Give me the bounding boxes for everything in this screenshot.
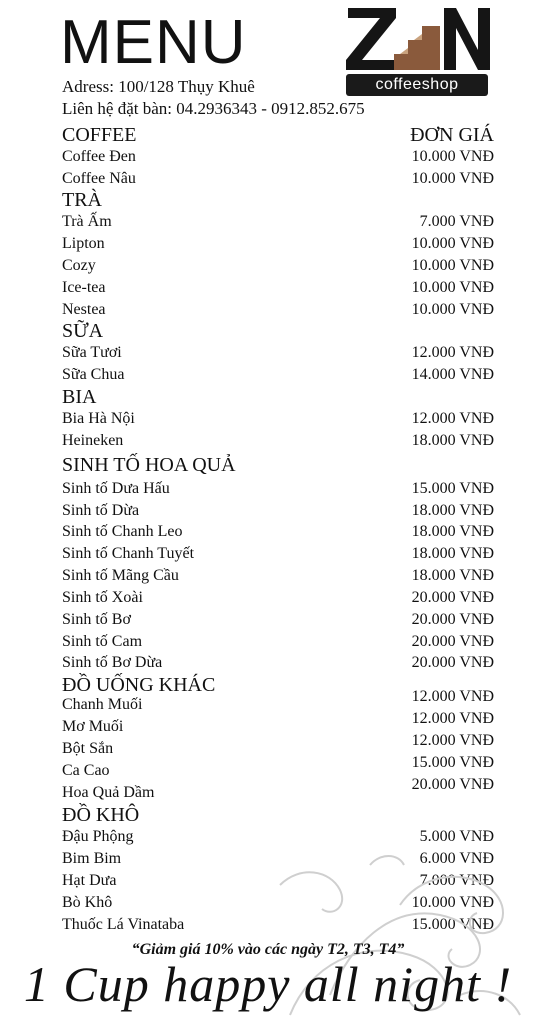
category-name: TRÀ <box>62 189 102 211</box>
menu-item <box>62 277 494 299</box>
item-name: Sinh tố Dừa <box>62 502 140 519</box>
item-price: 10.000 VNĐ <box>411 894 494 911</box>
menu-item <box>62 478 494 500</box>
price-column-header: ĐƠN GIÁ <box>410 124 494 146</box>
menu-item <box>62 299 494 321</box>
item-price: 18.000 VNĐ <box>411 432 494 449</box>
menu-item <box>62 408 494 430</box>
item-price: 12.000 VNĐ <box>411 710 494 727</box>
item-price: 7.000 VNĐ <box>419 213 494 230</box>
item-price: 18.000 VNĐ <box>411 523 494 540</box>
item-name: Bim Bim <box>62 850 122 867</box>
menu-item <box>62 168 494 190</box>
item-price: 20.000 VNĐ <box>411 654 494 671</box>
item-name: Cozy <box>62 257 96 274</box>
menu-item <box>62 146 494 168</box>
category-header <box>62 386 494 408</box>
menu-item <box>62 543 494 565</box>
item-price: 18.000 VNĐ <box>411 545 494 562</box>
item-name: Đậu Phộng <box>62 828 134 845</box>
menu-item <box>62 565 494 587</box>
item-price: 14.000 VNĐ <box>411 366 494 383</box>
item-price: 20.000 VNĐ <box>411 611 494 628</box>
item-name: Sinh tố Bơ <box>62 611 131 628</box>
item-name: Hoa Quả Dầm <box>62 784 155 801</box>
category-name: ĐỒ KHÔ <box>62 804 140 826</box>
item-price: 15.000 VNĐ <box>411 754 494 771</box>
item-name: Coffee Nâu <box>62 170 136 187</box>
menu-item <box>62 609 494 631</box>
menu-item <box>62 631 494 653</box>
item-price: 10.000 VNĐ <box>411 148 494 165</box>
item-name: Hạt Dưa <box>62 872 117 889</box>
category-header <box>62 124 494 146</box>
menu-item <box>62 776 494 804</box>
item-name: Sinh tố Cam <box>62 633 143 650</box>
item-price: 15.000 VNĐ <box>411 916 494 933</box>
item-name: Sữa Chua <box>62 366 125 383</box>
item-price: 18.000 VNĐ <box>411 567 494 584</box>
item-price: 6.000 VNĐ <box>419 850 494 867</box>
zen-logo <box>344 4 492 98</box>
menu-title: MENU <box>60 8 247 77</box>
menu-item <box>62 500 494 522</box>
item-price: 10.000 VNĐ <box>411 301 494 318</box>
item-price: 10.000 VNĐ <box>411 170 494 187</box>
category-name: ĐỒ UỐNG KHÁC <box>62 674 216 696</box>
menu-item <box>62 255 494 277</box>
item-name: Sinh tố Xoài <box>62 589 143 606</box>
category-name: SỮA <box>62 320 104 342</box>
item-price: 20.000 VNĐ <box>411 589 494 606</box>
category-name: SINH TỐ HOA QUẢ <box>62 454 236 476</box>
zen-logo-mark <box>344 4 492 72</box>
menu-item <box>62 587 494 609</box>
slogan: 1 Cup happy all night ! <box>23 956 513 1012</box>
item-name: Sinh tố Dưa Hấu <box>62 480 170 497</box>
item-price: 20.000 VNĐ <box>411 776 494 793</box>
contact-phone: Liên hệ đặt bàn: 04.2936343 - 0912.852.675 <box>62 99 365 118</box>
item-price: 10.000 VNĐ <box>411 279 494 296</box>
category-header <box>62 804 494 826</box>
item-name: Lipton <box>62 235 105 252</box>
item-name: Trà Ấm <box>62 213 112 230</box>
item-name: Ca Cao <box>62 762 110 779</box>
item-price: 7.000 VNĐ <box>419 872 494 889</box>
item-name: Coffee Đen <box>62 148 136 165</box>
item-price: 12.000 VNĐ <box>411 688 494 705</box>
address: Adress: 100/128 Thụy Khuê <box>62 77 255 96</box>
menu-item <box>62 521 494 543</box>
item-name: Sinh tố Mãng Cầu <box>62 567 179 584</box>
menu-item <box>62 430 494 452</box>
category-header <box>62 320 494 342</box>
item-name: Chanh Muối <box>62 696 143 713</box>
menu-item <box>62 211 494 233</box>
item-price: 12.000 VNĐ <box>411 344 494 361</box>
menu-item <box>62 233 494 255</box>
menu-item <box>62 652 494 674</box>
item-price: 15.000 VNĐ <box>411 480 494 497</box>
logo-tagline: coffeeshop <box>346 74 488 96</box>
menu-item <box>62 342 494 364</box>
category-name: BIA <box>62 386 97 408</box>
item-name: Sinh tố Bơ Dừa <box>62 654 163 671</box>
item-name: Bia Hà Nội <box>62 410 135 427</box>
item-name: Mơ Muối <box>62 718 124 735</box>
category-name: COFFEE <box>62 124 137 146</box>
item-name: Sữa Tươi <box>62 344 122 361</box>
item-price: 18.000 VNĐ <box>411 502 494 519</box>
item-name: Sinh tố Chanh Tuyết <box>62 545 195 562</box>
item-name: Thuốc Lá Vinataba <box>62 916 185 933</box>
item-price: 20.000 VNĐ <box>411 633 494 650</box>
category-header <box>62 189 494 211</box>
item-price: 10.000 VNĐ <box>411 257 494 274</box>
item-price: 5.000 VNĐ <box>419 828 494 845</box>
promo-text: “Giảm giá 10% vào các ngày T2, T3, T4” <box>131 941 405 958</box>
category-header <box>62 454 494 476</box>
item-name: Nestea <box>62 301 106 318</box>
item-price: 12.000 VNĐ <box>411 732 494 749</box>
menu-item <box>62 364 494 386</box>
item-name: Ice-tea <box>62 279 106 296</box>
item-price: 12.000 VNĐ <box>411 410 494 427</box>
item-price: 10.000 VNĐ <box>411 235 494 252</box>
item-name: Sinh tố Chanh Leo <box>62 523 183 540</box>
item-name: Bột Sắn <box>62 740 114 757</box>
item-name: Heineken <box>62 432 124 449</box>
item-name: Bò Khô <box>62 894 113 911</box>
